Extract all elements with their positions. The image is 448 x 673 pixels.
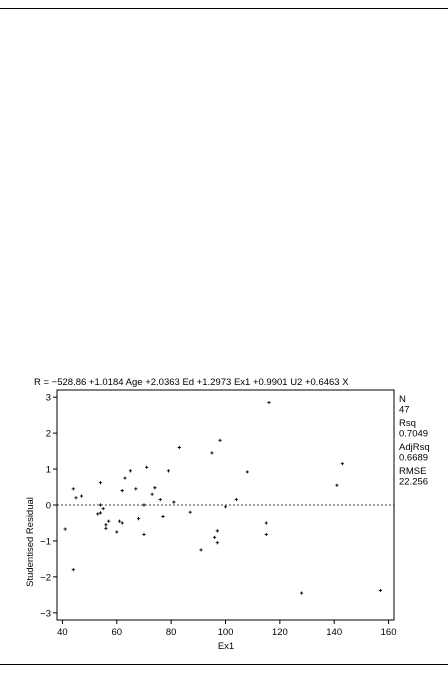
data-point <box>379 589 382 592</box>
data-point <box>72 487 75 490</box>
data-point <box>224 505 227 508</box>
x-tick-label: 140 <box>326 627 343 638</box>
data-point <box>216 541 219 544</box>
data-point <box>218 439 221 442</box>
stat-label: Rsq <box>399 418 416 429</box>
data-point <box>216 529 219 532</box>
data-point <box>121 489 124 492</box>
data-point <box>265 521 268 524</box>
chart-equation: R = −528.86 +1.0184 Age +2.0363 Ed +1.2973 Ex1 +0.9901 U2 +0.6463 X <box>34 377 349 388</box>
y-tick-label: 2 <box>45 428 51 440</box>
data-point <box>129 469 132 472</box>
stat-value: 47 <box>399 404 410 416</box>
y-tick-label: −1 <box>40 536 51 548</box>
x-tick-label: 40 <box>57 627 68 638</box>
y-tick-label: 3 <box>45 392 51 404</box>
data-point <box>142 503 145 506</box>
data-point <box>123 476 126 479</box>
x-tick-label: 80 <box>165 627 177 638</box>
data-point <box>300 591 303 594</box>
y-tick-label: 0 <box>45 500 51 512</box>
data-point <box>213 536 216 539</box>
stat-value: 0.7049 <box>399 428 429 440</box>
data-point <box>142 533 145 536</box>
x-axis-label: Ex1 <box>217 641 235 652</box>
data-point <box>161 515 164 518</box>
data-point <box>267 401 270 404</box>
data-point <box>210 451 213 454</box>
x-tick-label: 160 <box>380 627 397 638</box>
data-point <box>102 507 105 510</box>
data-point <box>137 517 140 520</box>
stat-label: N <box>399 394 406 405</box>
data-point <box>178 446 181 449</box>
data-point <box>80 494 83 497</box>
stat-label: RMSE <box>399 466 427 477</box>
y-axis-label: Studentised Residual <box>25 497 36 587</box>
bottom-rule <box>0 664 448 665</box>
data-point <box>235 498 238 501</box>
stat-label: AdjRsq <box>399 442 430 453</box>
data-point <box>99 503 102 506</box>
x-tick-label: 120 <box>271 627 288 638</box>
data-point <box>199 548 202 551</box>
data-point <box>64 527 67 530</box>
data-point <box>134 487 137 490</box>
data-point <box>72 568 75 571</box>
top-rule <box>0 8 448 9</box>
data-point <box>115 530 118 533</box>
data-point <box>107 520 110 523</box>
data-point <box>335 484 338 487</box>
data-point <box>246 470 249 473</box>
y-tick-label: −2 <box>40 572 51 584</box>
data-point <box>167 469 170 472</box>
data-point <box>74 496 77 499</box>
data-point <box>172 501 175 504</box>
data-point <box>99 481 102 484</box>
residual-scatter-chart <box>0 360 448 660</box>
data-point <box>121 521 124 524</box>
y-tick-label: −3 <box>40 608 51 620</box>
data-point <box>189 511 192 514</box>
data-point <box>104 527 107 530</box>
x-tick-label: 60 <box>111 627 123 638</box>
data-point <box>104 523 107 526</box>
stat-value: 0.6689 <box>399 452 429 464</box>
data-point <box>151 493 154 496</box>
data-point <box>153 486 156 489</box>
data-point <box>145 466 148 469</box>
y-tick-label: 1 <box>45 464 51 476</box>
data-point <box>341 462 344 465</box>
stat-value: 22.256 <box>399 476 429 488</box>
x-tick-label: 100 <box>217 627 234 638</box>
data-point <box>118 520 121 523</box>
data-point <box>159 498 162 501</box>
data-point <box>265 533 268 536</box>
